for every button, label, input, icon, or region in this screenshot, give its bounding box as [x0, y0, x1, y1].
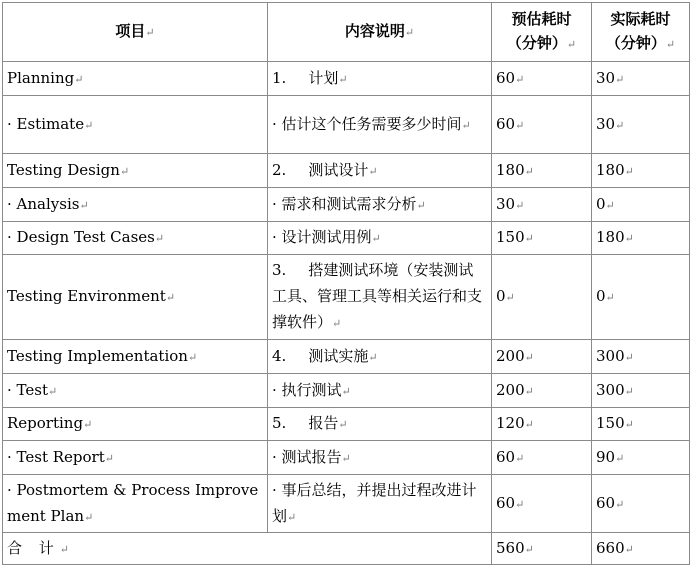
planned-cell: 30↵	[492, 188, 592, 222]
item-cell: · Analysis↵	[3, 188, 268, 222]
table-row	[3, 154, 690, 188]
description-cell: 3. 搭建测试环境（安装测试工具、管理工具等相关运行和支撑软件）↵	[268, 255, 492, 340]
planned-cell: 60↵	[492, 96, 592, 154]
header-actual-time: 实际耗时 （分钟）↵	[592, 3, 690, 62]
table-row	[3, 222, 690, 255]
actual-cell: 300↵	[592, 374, 690, 408]
item-cell: Planning↵	[3, 62, 268, 96]
item-cell: · Design Test Cases↵	[3, 222, 268, 255]
actual-cell: 150↵	[592, 408, 690, 441]
total-row	[3, 533, 690, 565]
table-row	[3, 340, 690, 374]
item-cell: Testing Environment↵	[3, 255, 268, 340]
header-item: 项目↵	[3, 3, 268, 62]
table-row	[3, 441, 690, 475]
description-cell: 1. 计划↵	[268, 62, 492, 96]
item-cell: · Test↵	[3, 374, 268, 408]
actual-cell: 30↵	[592, 96, 690, 154]
description-cell: 5. 报告↵	[268, 408, 492, 441]
table-row	[3, 96, 690, 154]
description-cell: · 事后总结，并提出过程改进计划↵	[268, 475, 492, 533]
item-cell: · Test Report↵	[3, 441, 268, 475]
item-cell: · Estimate↵	[3, 96, 268, 154]
psp-time-table	[2, 2, 690, 565]
header-row	[3, 3, 690, 62]
actual-cell: 180↵	[592, 154, 690, 188]
planned-cell: 60↵	[492, 441, 592, 475]
header-description: 内容说明↵	[268, 3, 492, 62]
actual-cell: 30↵	[592, 62, 690, 96]
planned-cell: 150↵	[492, 222, 592, 255]
total-planned-cell: 560↵	[492, 533, 592, 565]
planned-cell: 120↵	[492, 408, 592, 441]
actual-cell: 60↵	[592, 475, 690, 533]
actual-cell: 300↵	[592, 340, 690, 374]
table-row	[3, 475, 690, 533]
item-cell: · Postmortem & Process Improvement Plan↵	[3, 475, 268, 533]
item-cell: Reporting↵	[3, 408, 268, 441]
planned-cell: 200↵	[492, 340, 592, 374]
planned-cell: 180↵	[492, 154, 592, 188]
actual-cell: 0↵	[592, 255, 690, 340]
planned-cell: 60↵	[492, 62, 592, 96]
description-cell: 2. 测试设计↵	[268, 154, 492, 188]
table-row	[3, 408, 690, 441]
description-cell: · 测试报告↵	[268, 441, 492, 475]
description-cell: · 设计测试用例↵	[268, 222, 492, 255]
item-cell: Testing Implementation↵	[3, 340, 268, 374]
header-planned-time: 预估耗时 （分钟）↵	[492, 3, 592, 62]
description-cell: · 需求和测试需求分析↵	[268, 188, 492, 222]
item-cell: Testing Design↵	[3, 154, 268, 188]
actual-cell: 0↵	[592, 188, 690, 222]
table-row	[3, 188, 690, 222]
total-label-cell: 合 计↵	[3, 533, 492, 565]
planned-cell: 60↵	[492, 475, 592, 533]
total-actual-cell: 660↵	[592, 533, 690, 565]
description-cell: 4. 测试实施↵	[268, 340, 492, 374]
table-row	[3, 62, 690, 96]
table-row	[3, 374, 690, 408]
actual-cell: 180↵	[592, 222, 690, 255]
description-cell: · 执行测试↵	[268, 374, 492, 408]
planned-cell: 0↵	[492, 255, 592, 340]
actual-cell: 90↵	[592, 441, 690, 475]
description-cell: · 估计这个任务需要多少时间↵	[268, 96, 492, 154]
planned-cell: 200↵	[492, 374, 592, 408]
table-row	[3, 255, 690, 340]
